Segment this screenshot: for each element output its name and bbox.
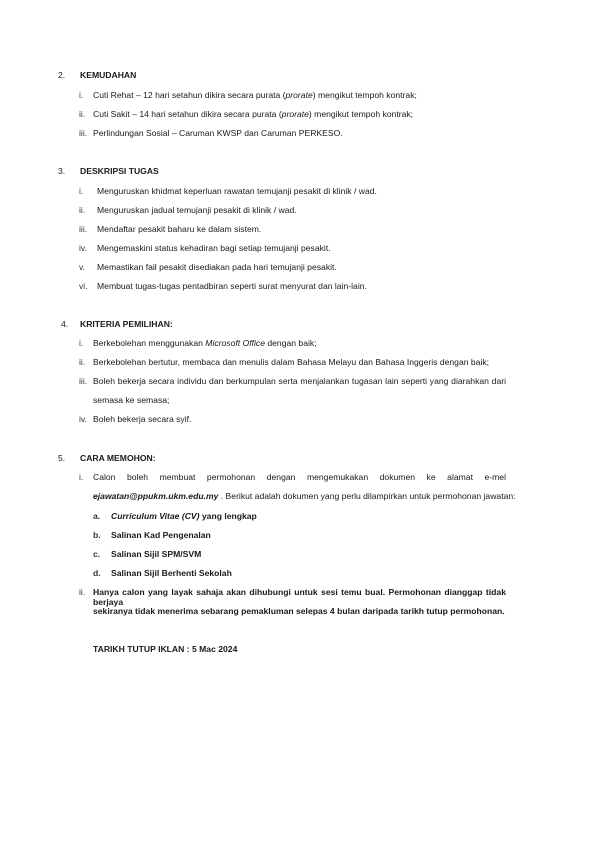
item-text: ) mengikut tempoh kontrak; [312, 90, 417, 100]
doc-label: c. [93, 549, 101, 559]
item-text: ) mengikut tempoh kontrak; [308, 109, 414, 119]
item-label: iii. [79, 128, 88, 138]
list-item [93, 110, 413, 120]
list-item: Perlindungan Sosial – Caruman KWSP dan Caruman PERKESO. [93, 128, 343, 138]
item-text: dengan baik; [264, 338, 317, 348]
item-label: iv. [79, 414, 87, 424]
closing-date: TARIKH TUTUP IKLAN : 5 Mac 2024 [93, 644, 238, 654]
list-item [93, 339, 317, 349]
section-title: KEMUDAHAN [80, 70, 137, 80]
list-item: Hanya calon yang layak sahaja akan dihubungi untuk sesi temu bual. Permohonan dianggap tidak berjaya [93, 587, 506, 607]
item-text: Cuti Sakit – 14 hari setahun dikira secara purata ( [93, 109, 282, 119]
doc-label: b. [93, 530, 101, 540]
doc-label: a. [93, 511, 101, 521]
list-item-continuation [93, 492, 516, 502]
list-item: Calon boleh membuat permohonan dengan mengemukakan dokumen ke alamat e-mel [93, 472, 506, 482]
list-item: Menguruskan khidmat keperluan rawatan temujanji pesakit di klinik / wad. [97, 186, 377, 196]
item-label: ii. [79, 205, 86, 215]
item-label: i. [79, 338, 84, 348]
item-emphasis: Microsoft Office [205, 338, 265, 348]
item-emphasis: prorate [281, 109, 309, 119]
section-number: 4. [61, 319, 69, 329]
doc-label: d. [93, 568, 101, 578]
item-label: iii. [79, 376, 88, 386]
item-label: v. [79, 262, 86, 272]
item-label: ii. [79, 109, 86, 119]
list-item: Mengemaskini status kehadiran bagi setiap temujanji pesakit. [97, 243, 331, 253]
section-number: 3. [58, 166, 66, 176]
doc-item: Salinan Kad Pengenalan [111, 530, 211, 540]
list-item: Berkebolehan bertutur, membaca dan menulis dalam Bahasa Melayu dan Bahasa Inggeris dengan baik; [93, 357, 490, 367]
item-text: yang lengkap [199, 511, 257, 521]
list-item: Menguruskan jadual temujanji pesakit di klinik / wad. [97, 205, 297, 215]
item-label: i. [79, 186, 84, 196]
item-label: vi. [79, 281, 88, 291]
section-number: 2. [58, 70, 66, 80]
item-label: ii. [79, 357, 86, 367]
item-text: Berkebolehan menggunakan [93, 338, 206, 348]
item-label: i. [79, 472, 84, 482]
item-label: i. [79, 90, 84, 100]
doc-item: Salinan Sijil SPM/SVM [111, 549, 202, 559]
list-item: Boleh bekerja secara individu dan berkumpulan serta menjalankan tugasan lain seperti yang diarahkan dari [93, 376, 506, 386]
section-number: 5. [58, 453, 66, 463]
item-emphasis: Curriculum Vitae (CV) [111, 511, 200, 521]
list-item: Mendaftar pesakit baharu ke dalam sistem. [97, 224, 262, 234]
list-item: Membuat tugas-tugas pentadbiran seperti surat menyurat dan lain-lain. [97, 281, 367, 291]
item-emphasis: prorate [285, 90, 313, 100]
list-item [93, 91, 417, 101]
item-label: iii. [79, 224, 88, 234]
item-text: . Berikut adalah dokumen yang perlu dilampirkan untuk permohonan jawatan: [218, 491, 516, 501]
item-label: ii. [79, 587, 86, 597]
doc-item: Salinan Sijil Berhenti Sekolah [111, 568, 232, 578]
section-title: DESKRIPSI TUGAS [80, 166, 159, 176]
list-item: Memastikan fail pesakit disediakan pada hari temujanji pesakit. [97, 262, 337, 272]
doc-item [111, 512, 257, 522]
item-label: iv. [79, 243, 87, 253]
list-item-continuation: semasa ke semasa; [93, 395, 170, 405]
section-title: KRITERIA PEMILIHAN: [80, 319, 173, 329]
section-title: CARA MEMOHON: [80, 453, 156, 463]
list-item-continuation: sekiranya tidak menerima sebarang pemakluman selepas 4 bulan daripada tarikh tutup permohonan. [93, 606, 505, 616]
item-text: Cuti Rehat – 12 hari setahun dikira secara purata ( [93, 90, 286, 100]
list-item: Boleh bekerja secara syif. [93, 414, 192, 424]
email-link[interactable]: ejawatan@ppukm.ukm.edu.my [93, 491, 219, 501]
